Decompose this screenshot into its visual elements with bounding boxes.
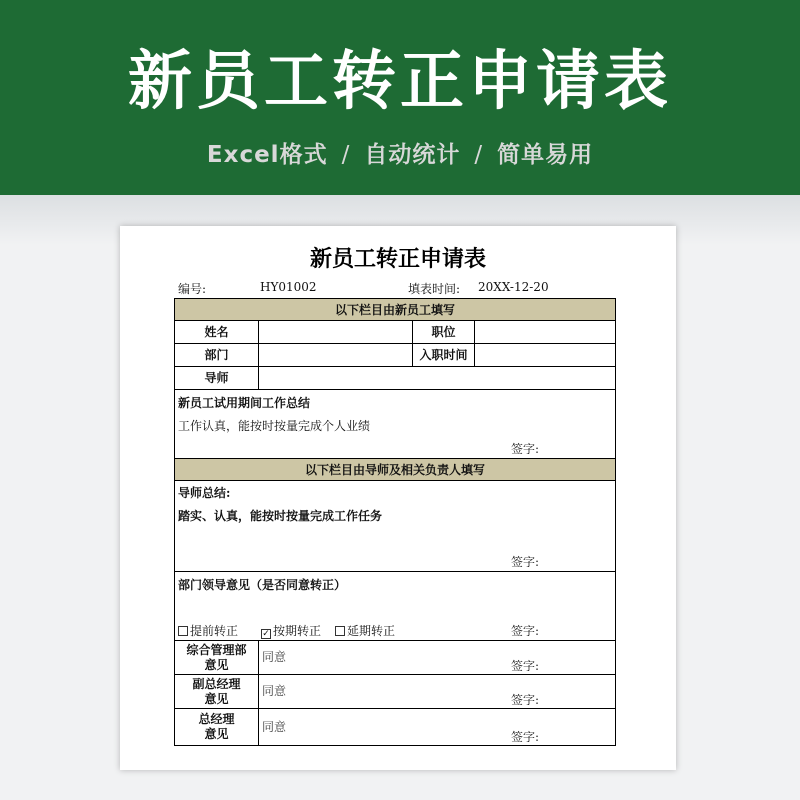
trial-summary-text: 工作认真，能按时按量完成个人业绩	[178, 419, 371, 433]
approval-label-gm: 总经理 意见	[175, 709, 259, 745]
name-label: 姓名	[175, 321, 259, 343]
banner-title: 新员工转正申请表	[128, 45, 672, 119]
banner-subtitle	[0, 136, 800, 169]
mentor-field[interactable]	[259, 367, 615, 389]
signature-label: 签字:	[510, 730, 539, 744]
form-row-department	[175, 344, 615, 367]
mentor-summary-label: 导师总结:	[178, 486, 231, 500]
form-row-name	[175, 321, 615, 344]
subtitle-easy-use: 简单易用	[497, 142, 594, 168]
header-banner	[0, 0, 800, 195]
form-row-mentor	[175, 367, 615, 390]
approval-label-admin: 综合管理部 意见	[175, 641, 259, 674]
trial-summary-label: 新员工试用期间工作总结	[178, 396, 311, 410]
department-field[interactable]	[259, 344, 413, 366]
option-label: 延期转正	[347, 624, 396, 638]
approval-field-gm[interactable]	[259, 709, 615, 745]
subtitle-separator: /	[341, 142, 351, 168]
number-label: 编号:	[178, 282, 207, 296]
signature-label: 签字:	[510, 659, 539, 673]
number-value: HY01002	[260, 280, 317, 294]
approval-row-gm	[175, 709, 615, 745]
signature-label: 签字:	[510, 555, 539, 569]
checkbox-empty-icon[interactable]	[335, 626, 345, 636]
position-field[interactable]	[475, 321, 615, 343]
approval-field-deputy[interactable]	[259, 675, 615, 708]
date-label: 填表时间:	[408, 282, 461, 296]
hire-date-label: 入职时间	[413, 344, 475, 366]
approval-field-admin[interactable]	[259, 641, 615, 674]
subtitle-separator: /	[474, 142, 484, 168]
approval-value: 同意	[262, 720, 287, 734]
approval-row-deputy	[175, 675, 615, 709]
option-label: 提前转正	[190, 624, 239, 638]
approval-row-admin	[175, 641, 615, 675]
option-early[interactable]	[178, 622, 238, 639]
option-label: 按期转正	[273, 624, 322, 638]
application-form	[174, 298, 616, 746]
subtitle-auto-stats: 自动统计	[364, 142, 461, 168]
form-paper	[120, 226, 676, 770]
option-on-schedule[interactable]	[261, 622, 321, 639]
signature-label: 签字:	[510, 693, 539, 707]
dept-opinion-block	[175, 572, 615, 641]
hire-date-field[interactable]	[475, 344, 615, 366]
date-value: 20XX-12-20	[478, 280, 549, 294]
position-label: 职位	[413, 321, 475, 343]
section-header-mentor: 以下栏目由导师及相关负责人填写	[175, 459, 615, 481]
mentor-label: 导师	[175, 367, 259, 389]
mentor-summary-block[interactable]	[175, 481, 615, 572]
document-title: 新员工转正申请表	[309, 246, 486, 272]
section-header-employee: 以下栏目由新员工填写	[175, 299, 615, 321]
option-delayed[interactable]	[335, 622, 395, 639]
approval-value: 同意	[262, 650, 287, 664]
signature-label: 签字:	[510, 624, 539, 638]
name-field[interactable]	[259, 321, 413, 343]
trial-summary-block[interactable]	[175, 390, 615, 459]
dept-opinion-label: 部门领导意见（是否同意转正）	[178, 578, 347, 592]
approval-label-deputy: 副总经理 意见	[175, 675, 259, 708]
department-label: 部门	[175, 344, 259, 366]
mentor-summary-text: 踏实、认真，能按时按量完成工作任务	[178, 509, 383, 523]
subtitle-excel-format: Excel格式	[206, 142, 328, 168]
checkbox-empty-icon[interactable]	[178, 626, 188, 636]
approval-value: 同意	[262, 684, 287, 698]
signature-label: 签字:	[510, 442, 539, 456]
checkbox-checked-icon[interactable]: ✓	[262, 629, 270, 639]
